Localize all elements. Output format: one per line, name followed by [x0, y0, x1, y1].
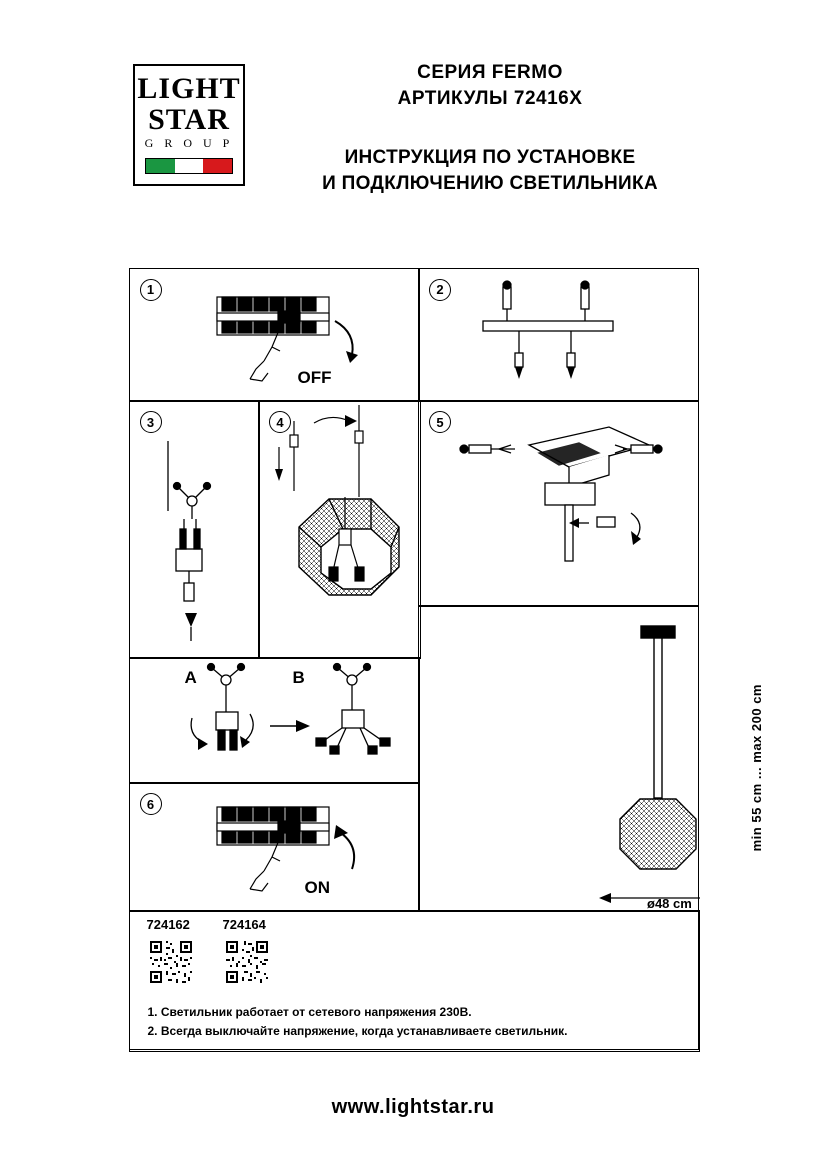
step-4-cell: [258, 400, 421, 659]
code-1-number: 724162: [146, 917, 190, 932]
step-2-cell: [418, 268, 699, 402]
variant-b-label: B: [292, 668, 305, 687]
codes-cell: [129, 910, 700, 1052]
header-title-block: [280, 60, 700, 112]
step-1-cell: [129, 268, 420, 402]
code-2-number: 724164: [222, 917, 266, 932]
step-4-number: 4: [269, 411, 291, 433]
logo-line-star: STAR: [148, 103, 230, 136]
step-5-number: 5: [429, 411, 451, 433]
variants-cell: [129, 657, 420, 784]
document-subtitle: [270, 145, 710, 197]
article-title: АРТИКУЛЫ 72416X: [397, 88, 583, 109]
step-5-cell: [418, 400, 699, 607]
subtitle-line-2: И ПОДКЛЮЧЕНИЮ СВЕТИЛЬНИКА: [322, 173, 658, 194]
qr-code-1: [148, 939, 194, 985]
subtitle-line-1: ИНСТРУКЦИЯ ПО УСТАНОВКЕ: [344, 147, 636, 168]
brand-logo: [133, 64, 245, 186]
variant-a-label: A: [184, 668, 197, 687]
height-dimension-label: min 55 cm ... max 200 cm: [749, 684, 764, 852]
series-title: СЕРИЯ FERMO: [417, 62, 563, 83]
step-1-number: 1: [140, 279, 162, 301]
qr-code-2: [224, 939, 270, 985]
note-line-2: 2. Всегда выключайте напряжение, когда устанавливаете светильник.: [147, 1024, 568, 1038]
step-1-off-label: OFF: [297, 367, 332, 387]
step-3-number: 3: [140, 411, 162, 433]
step-6-number: 6: [140, 793, 162, 815]
step-2-number: 2: [429, 279, 451, 301]
italian-flag-icon: [145, 158, 233, 174]
note-line-1: 1. Светильник работает от сетевого напряжения 230В.: [147, 1005, 472, 1019]
step-6-cell: [129, 782, 420, 912]
logo-line-light: LIGHT: [137, 72, 241, 105]
diameter-label: ø48 cm: [647, 896, 692, 911]
step-6-on-label: ON: [304, 878, 330, 897]
logo-line-group: G R O U P: [144, 136, 234, 150]
footer-website[interactable]: www.lightstar.ru: [331, 1096, 495, 1118]
dimensions-cell: [418, 605, 764, 912]
step-3-cell: [129, 400, 260, 659]
instruction-grid: [129, 268, 764, 1050]
